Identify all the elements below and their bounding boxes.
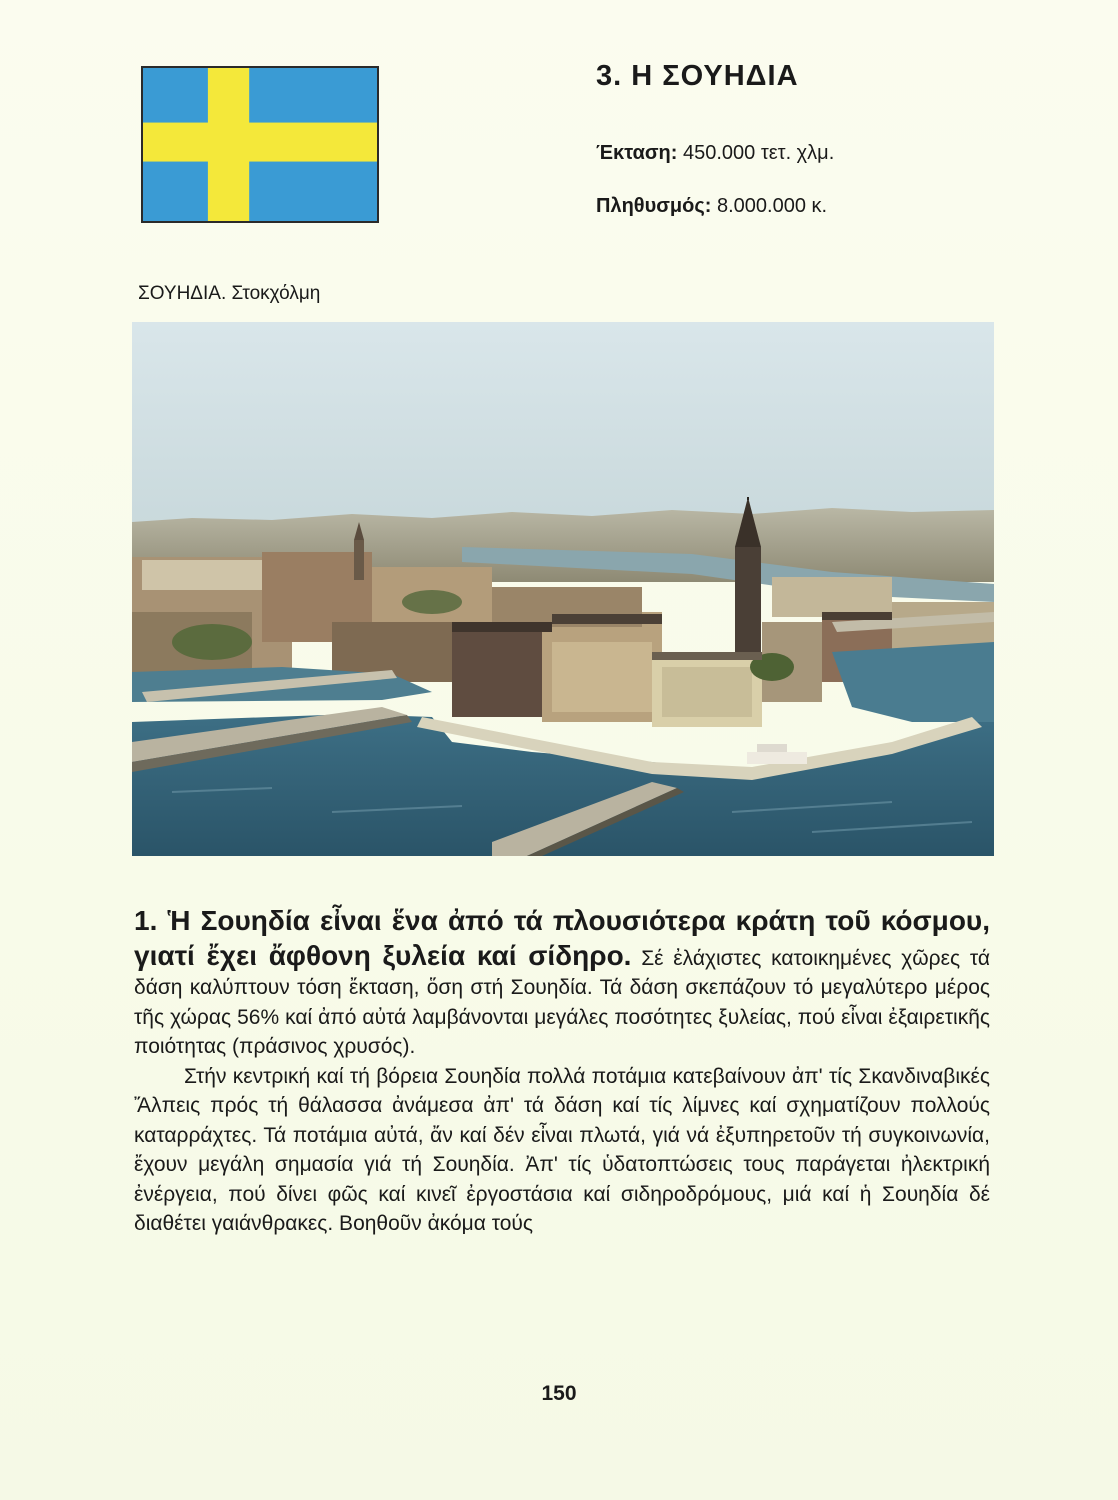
- population-value: 8.000.000 κ.: [717, 195, 828, 217]
- section-1-lead: 1. Ἡ Σουηδία εἶναι ἕνα ἀπό τά πλουσιότερα κράτη τοῦ κόσμου, γιατί ἔχει ἄφθονη ξυλεία καί σίδηρο.: [134, 905, 990, 971]
- flag-graphic: [143, 68, 377, 221]
- page-title: 3. Η ΣΟΥΗΔΙΑ: [596, 60, 799, 92]
- section-1-text: [134, 904, 990, 1239]
- page-number: 150: [541, 1382, 577, 1405]
- area-label: Έκταση:: [596, 142, 678, 164]
- area-stat: [596, 142, 834, 165]
- stockholm-photo-graphic: [132, 322, 994, 856]
- photo-caption: ΣΟΥΗΔΙΑ. Στοκχόλμη: [138, 283, 321, 304]
- area-value: 450.000 τετ. χλμ.: [683, 142, 835, 164]
- flag-horizontal-bar: [143, 123, 377, 162]
- paragraph-1: [134, 904, 990, 1062]
- sweden-flag: [141, 66, 379, 223]
- paragraph-2: Στήν κεντρική καί τή βόρεια Σουηδία πολλά ποτάμια κατεβαίνουν ἀπ' τίς Σκανδιναβικές Ἄλπεις πρός τή θάλασσα ἀνάμεσα ἀπ' τά δάση καί τίς λίμνες καί σχηματίζουν πολλούς καταρράχτες. Τά ποτάμια αὐτά, ἄν καί δέν εἶναι πλωτά, γιά νά ἐξυπηρετοῦν τή συγκοινωνία, ἔχουν μεγάλη σημασία γιά τή Σουηδία. Ἀπ' τίς ὑδατοπτώσεις τους παράγεται ἠλεκτρική ἐνέργεια, πού δίνει φῶς καί κινεῖ ἐργοστάσια καί σιδηροδρόμους, μιά καί ἡ Σουηδία δέ διαθέτει γαιάνθρακες. Βοηθοῦν ἀκόμα τούς: [134, 1064, 990, 1235]
- population-stat: [596, 195, 827, 218]
- population-label: Πληθυσμός:: [596, 195, 712, 217]
- paragraph-1-rest: Σέ ἐλάχιστες κατοικημένες χῶρες τά δάση καλύπτουν τόση ἔκταση, ὅση στή Σουηδία. Τά δάση σκεπάζουν τό μεγαλύτερο μέρος τῆς χώρας 56% καί ἀπό αὐτά λαμβάνονται μεγάλες ποσότητες ξυλείας, πού εἶναι ἐξαιρετικῆς ποιότητας (πράσινος χρυσός).: [134, 946, 990, 1058]
- stockholm-photo: [132, 322, 994, 856]
